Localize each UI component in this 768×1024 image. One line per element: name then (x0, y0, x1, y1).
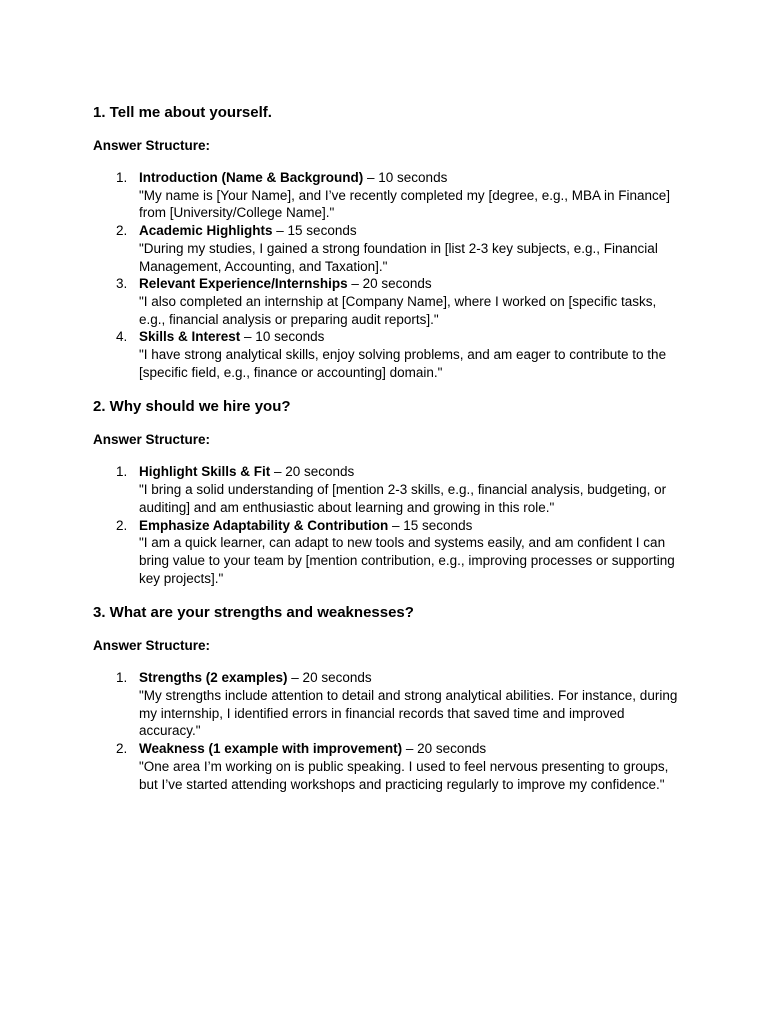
item-time: – 15 seconds (272, 223, 357, 239)
item-quote: "I also completed an internship at [Company Name], where I worked on [specific tasks, e.g., financial analysis or preparing audit reports]." (139, 293, 657, 327)
item-quote: "I bring a solid understanding of [mention 2-3 skills, e.g., financial analysis, budgeting, or auditing] and am enthusiastic about learning and growing in this role." (139, 482, 667, 515)
section-tell-me-about-yourself (93, 103, 683, 381)
item-time: – 20 seconds (347, 276, 432, 292)
item-number: 1. (116, 670, 128, 686)
item-heading: Strengths (2 examples) (139, 670, 288, 686)
item-time: – 10 seconds (240, 329, 325, 345)
item-heading: Emphasize Adaptability & Contribution (139, 517, 389, 533)
item-number: 1. (116, 170, 128, 185)
item-number: 3. (116, 276, 128, 292)
list-item (93, 463, 683, 516)
answer-structure-label: Answer Structure: (93, 138, 211, 153)
list-item (93, 517, 683, 588)
item-quote: "One area I’m working on is public speaking. I used to feel nervous presenting to groups, but I’ve started attending workshops and practicing regularly to improve my confidence." (139, 758, 669, 792)
answer-list (93, 169, 683, 381)
answer-list (93, 669, 683, 793)
item-number: 2. (116, 223, 128, 239)
item-time: – 15 seconds (388, 517, 473, 533)
item-quote: "My strengths include attention to detail and strong analytical abilities. For instance, during my internship, I identified errors in financial records that saved time and improved accuracy." (139, 688, 678, 739)
item-time: – 20 seconds (402, 741, 487, 757)
question-title: 3. What are your strengths and weaknesses? (93, 604, 414, 622)
document-page (93, 103, 683, 793)
item-heading: Highlight Skills & Fit (139, 464, 271, 480)
list-item (93, 275, 683, 328)
item-heading: Skills & Interest (139, 329, 241, 345)
item-time: – 10 seconds (363, 170, 448, 185)
item-quote: "I have strong analytical skills, enjoy solving problems, and am eager to contribute to the [specific field, e.g., finance or accounting] domain." (139, 347, 667, 380)
item-heading: Academic Highlights (139, 223, 273, 239)
answer-list (93, 463, 683, 587)
item-number: 2. (116, 517, 128, 533)
question-title: 1. Tell me about yourself. (93, 104, 272, 121)
question-title: 2. Why should we hire you? (93, 398, 291, 416)
section-why-hire-you (93, 397, 683, 587)
item-number: 2. (116, 741, 128, 757)
list-item (93, 669, 683, 740)
section-strengths-weaknesses (93, 603, 683, 793)
item-heading: Introduction (Name & Background) (139, 170, 364, 185)
item-quote: "I am a quick learner, can adapt to new tools and systems easily, and am confident I can bring value to your team by [mention contribution, e.g., improving processes or supporting key projects]." (139, 535, 675, 586)
list-item (93, 169, 683, 222)
item-heading: Weakness (1 example with improvement) (139, 741, 403, 757)
item-heading: Relevant Experience/Internships (139, 276, 348, 292)
item-time: – 20 seconds (287, 670, 372, 686)
item-quote: "During my studies, I gained a strong foundation in [list 2-3 key subjects, e.g., Financial Management, Accounting, and Taxation]." (139, 240, 658, 274)
item-number: 1. (116, 464, 128, 480)
list-item (93, 740, 683, 793)
item-quote: "My name is [Your Name], and I’ve recently completed my [degree, e.g., MBA in Finance] from [University/College Name]." (139, 187, 671, 221)
item-time: – 20 seconds (270, 464, 355, 480)
list-item (93, 328, 683, 381)
answer-structure-label: Answer Structure: (93, 638, 211, 654)
answer-structure-label: Answer Structure: (93, 432, 211, 448)
list-item (93, 222, 683, 275)
item-number: 4. (116, 329, 128, 345)
